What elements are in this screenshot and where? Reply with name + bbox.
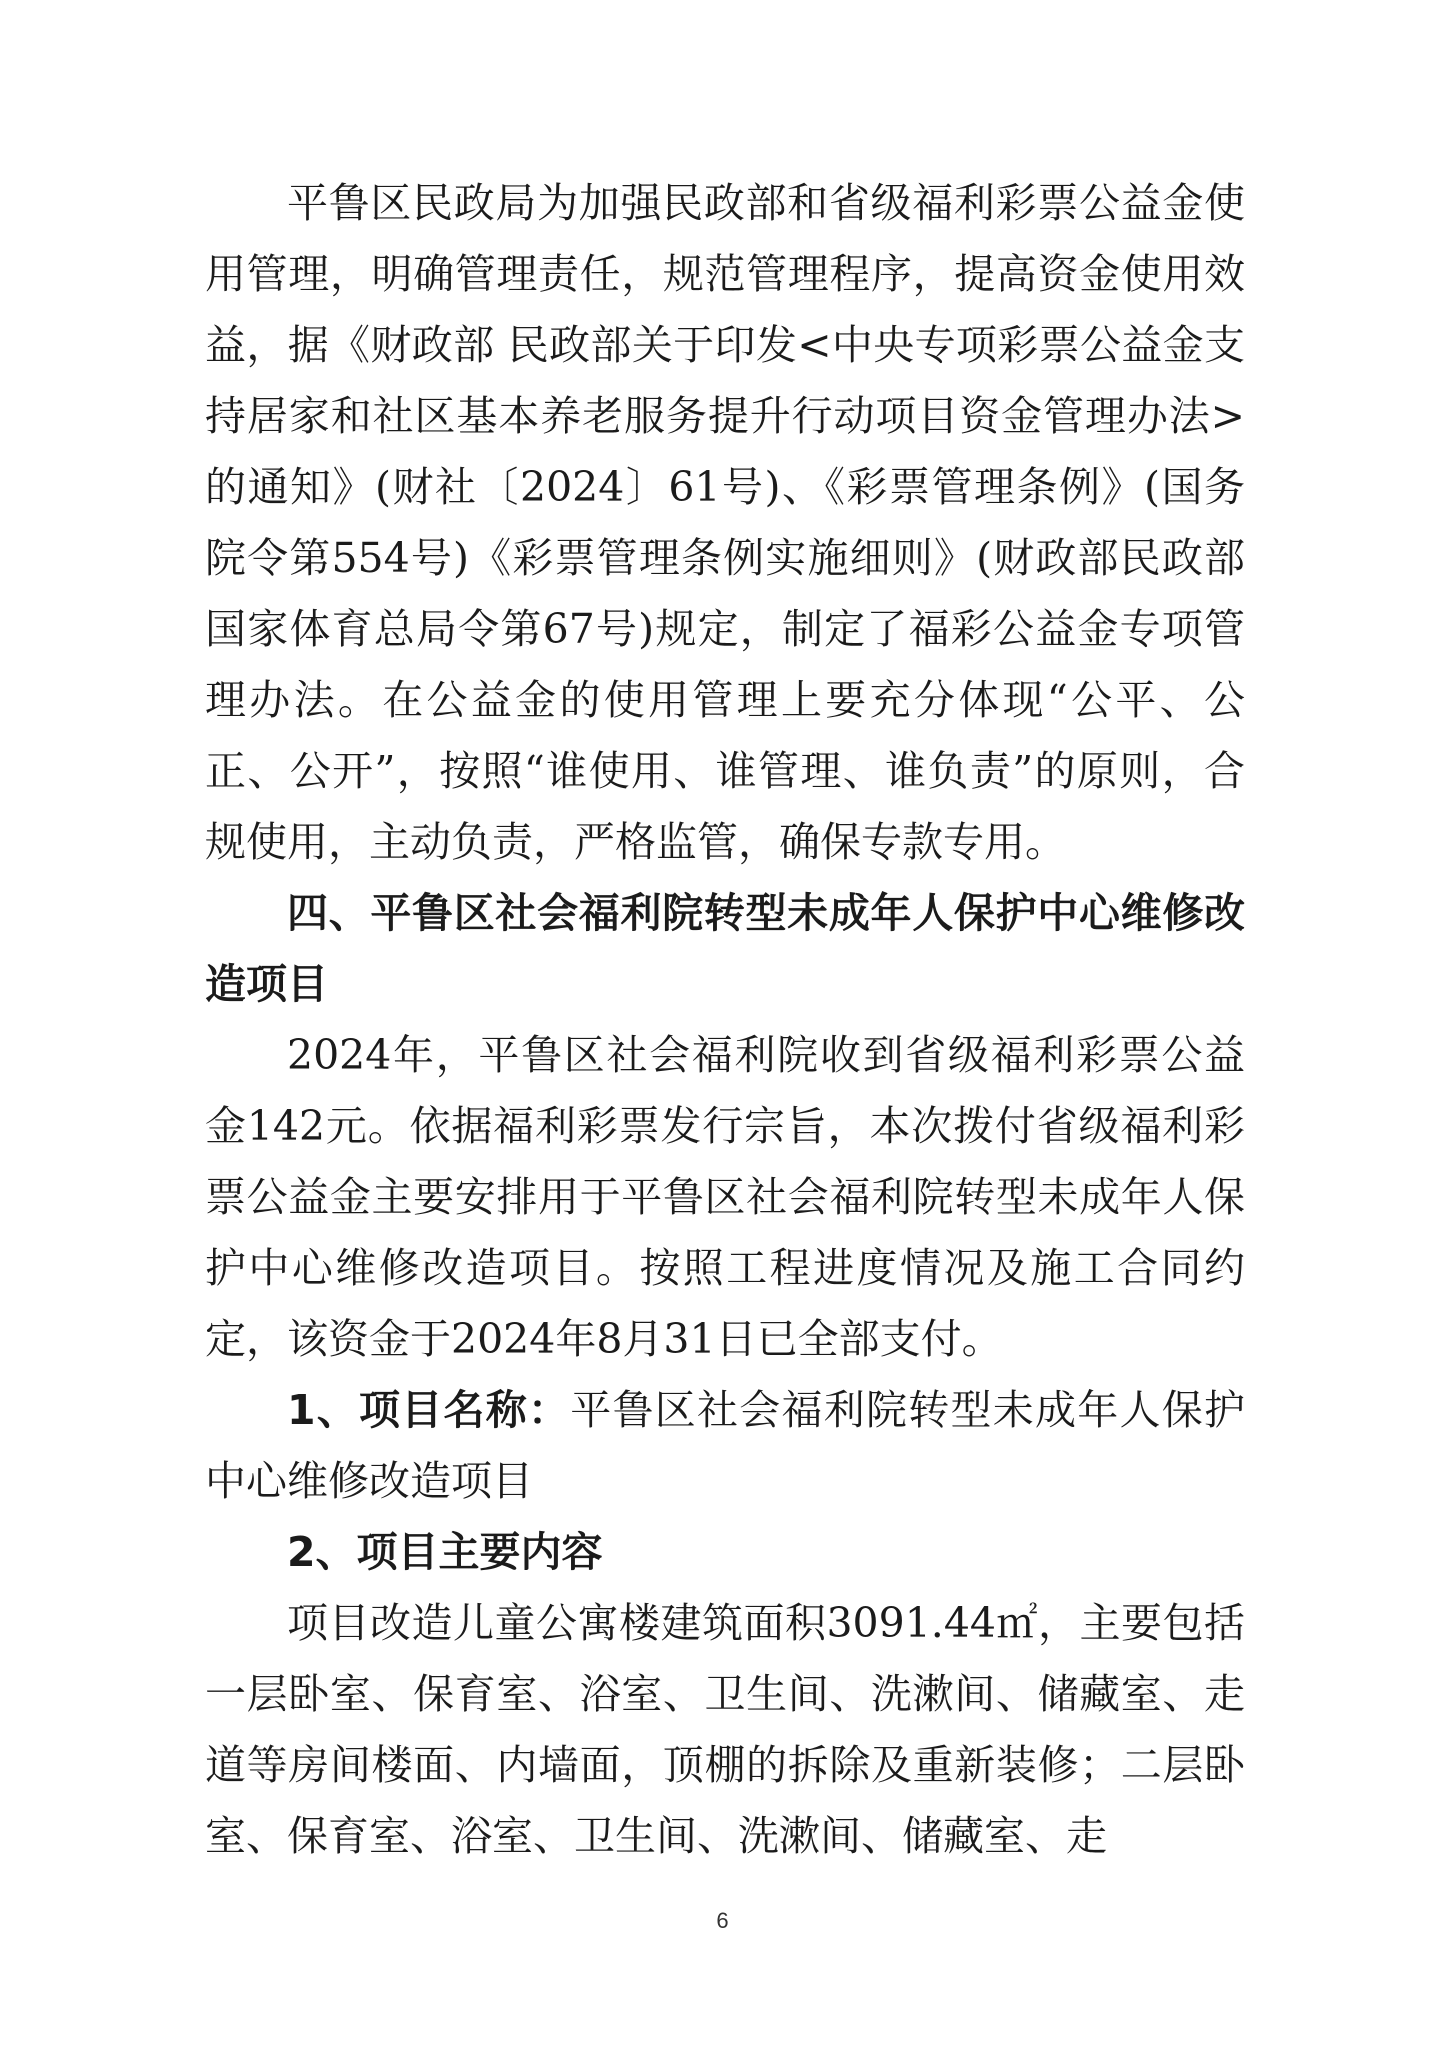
document-body (205, 168, 1245, 1872)
section-four-heading: 四、平鲁区社会福利院转型未成年人保护中心维修改造项目 (205, 889, 1245, 1008)
project-content-paragraph: 项目改造儿童公寓楼建筑面积3091.44㎡，主要包括一层卧室、保育室、浴室、卫生间、洗漱间、储藏室、走道等房间楼面、内墙面，顶棚的拆除及重新装修；二层卧室、保育室、浴室、卫生间、洗漱间、储藏室、走 (205, 1599, 1245, 1860)
project-name-item (205, 1375, 1245, 1517)
project-name-text: 平鲁区社会福利院转型未成年人保护中心维修改造项目 (205, 1386, 1246, 1505)
intro-paragraph: 平鲁区民政局为加强民政部和省级福利彩票公益金使用管理，明确管理责任，规范管理程序，提高资金使用效益，据《财政部 民政部关于印发<中央专项彩票公益金支持居家和社区基本养老服务提升行动项目资金管理办法>的通知》(财社〔2024〕61号)、《彩票管理条例》(国务院令第554号)《彩票管理条例实施细则》(财政部民政部国家体育总局令第67号)规定，制定了福彩公益金专项管理办法。在公益金的使用管理上要充分体现“公平、公正、公开”，按照“谁使用、谁管理、谁负责”的原则，合规使用，主动负责，严格监管，确保专款专用。 (205, 179, 1245, 866)
page-number: 6 (716, 1908, 729, 1933)
project-name-label: 1、项目名称： (287, 1386, 571, 1434)
project-content-heading: 2、项目主要内容 (287, 1528, 603, 1576)
funding-paragraph: 2024年，平鲁区社会福利院收到省级福利彩票公益金142元。依据福利彩票发行宗旨，本次拨付省级福利彩票公益金主要安排用于平鲁区社会福利院转型未成年人保护中心维修改造项目。按照工程进度情况及施工合同约定，该资金于2024年8月31日已全部支付。 (205, 1031, 1245, 1363)
